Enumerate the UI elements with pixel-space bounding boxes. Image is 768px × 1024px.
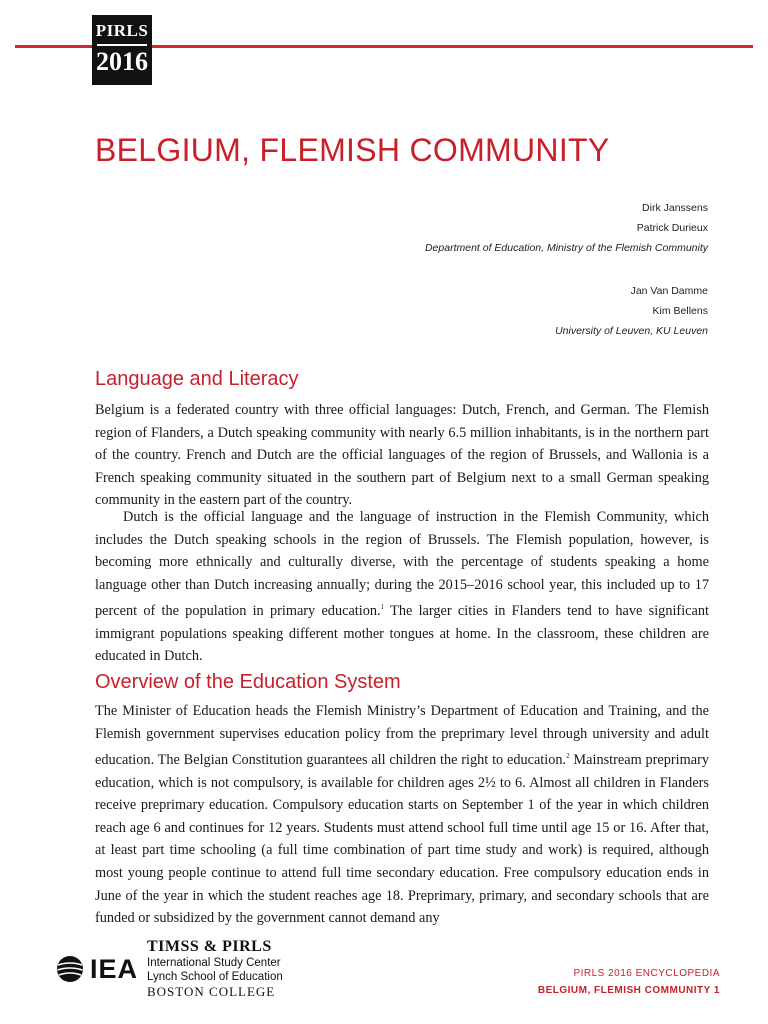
page-title: BELGIUM, FLEMISH COMMUNITY — [95, 132, 610, 168]
author-name: Jan Van Damme — [630, 285, 708, 297]
author-block-1 — [208, 198, 708, 258]
iea-text: IEA — [90, 954, 139, 984]
institution-line: International Study Center — [147, 957, 281, 969]
author-block-2 — [208, 281, 708, 341]
paragraph-language-1: Belgium is a federated country with three official languages: Dutch, French, and German. The Flemish region of Flanders, a Dutch speaking community with nearly 6.5 million inhabitants, is in the northern part of the country. French and Dutch are the official languages of the region of Brussels, and Wallonia is a French speaking community situated in the southern part of Belgium next to a small German speaking community in the eastern part of the country. — [95, 402, 709, 509]
pirls-logo — [92, 15, 152, 85]
logo-divider — [97, 44, 147, 46]
logo-pirls-text: PIRLS — [95, 21, 149, 40]
section-heading-education: Overview of the Education System — [95, 671, 401, 693]
author-name: Dirk Janssens — [642, 202, 708, 214]
paragraph-text: Mainstream preprimary education, which is not compulsory, is available for children ages 2½ to 6. Almost all children in Flanders receive preprimary education. Compulsory education starts on September 1 of the year in which children reach age 6 and continues for 12 years. Students must attend school full time until age 15 or 16. After that, at least part time schooling (a full time combination of part time study and work) is required, although most young people continue to attend full time secondary education. Free compulsory education ends in June of the year in which the student reaches age 18. Preprimary, primary, and secondary schools that are funded or subsidized by the government cannot demand any — [95, 751, 709, 927]
paragraph-language-2 — [95, 506, 709, 668]
institution-line: TIMSS & PIRLS — [147, 938, 272, 955]
institution-line: BOSTON COLLEGE — [147, 984, 276, 999]
paragraph-education-1 — [95, 700, 709, 930]
section-heading-language: Language and Literacy — [95, 368, 299, 390]
paragraph-text: The larger cities in Flanders tend to have significant immigrant populations speaking different mother tongues at home. In the classroom, these children are educated in Dutch. — [95, 603, 709, 665]
author-affiliation: Department of Education, Ministry of the Flemish Community — [424, 242, 708, 254]
author-name: Patrick Durieux — [636, 222, 708, 234]
footnote-ref-1[interactable]: 1 — [380, 603, 385, 612]
globe-icon — [55, 954, 85, 984]
logo-year-text: 2016 — [96, 47, 148, 76]
footer-running-head — [538, 965, 720, 999]
institution-block — [147, 938, 283, 1000]
footnote-ref-2[interactable]: 2 — [566, 752, 570, 761]
footer-encyclopedia: PIRLS 2016 ENCYCLOPEDIA — [573, 968, 720, 979]
author-affiliation: University of Leuven, KU Leuven — [555, 325, 708, 337]
paragraph-text: Dutch is the official language and the language of instruction in the Flemish Community, which includes the Dutch speaking schools in the region of Brussels. The Flemish population, however, is becoming more ethnically and culturally diverse, with the percentage of students speaking a home language other than Dutch increasing annually; during the 2015–2016 school year, this included up to 17 percent of the population in primary education. — [95, 509, 709, 620]
institution-line: Lynch School of Education — [147, 971, 283, 983]
author-name: Kim Bellens — [652, 305, 708, 317]
paragraph-text: The Minister of Education heads the Flemish Ministry’s Department of Education and Training, and the Flemish government supervises education policy from the preprimary level through university and adult education. The Belgian Constitution guarantees all children the right to education. — [95, 703, 709, 768]
footer-page-label: BELGIUM, FLEMISH COMMUNITY 1 — [537, 985, 720, 996]
